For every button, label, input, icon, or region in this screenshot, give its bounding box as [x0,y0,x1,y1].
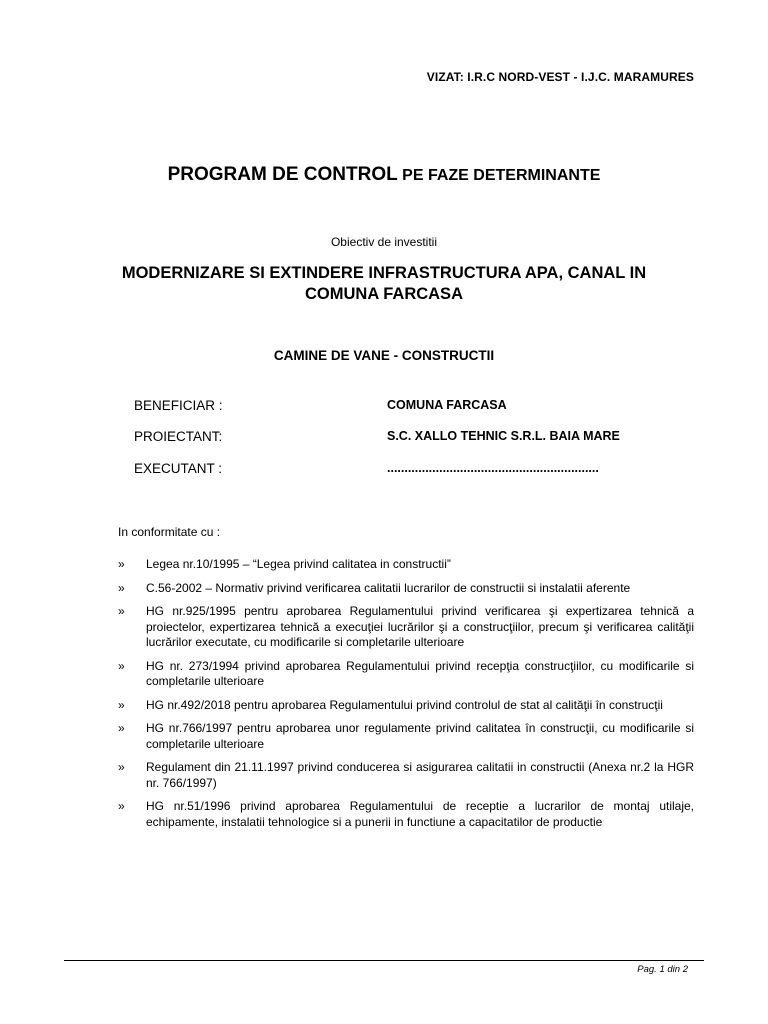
references-list [118,557,694,838]
section-title: CAMINE DE VANE - CONSTRUCTII [273,348,495,363]
party-label: EXECUTANT : [134,461,223,476]
reference-text: HG nr. 273/1994 privind aprobarea Regulamentului privind recepţia construcţiilor, cu modificarile si completarile ulterioare [146,658,694,688]
vizat-header: VIZAT: I.R.C NORD-VEST - I.J.C. MARAMURES [426,70,694,84]
list-item [118,698,694,714]
objectiv-title [84,263,684,305]
list-item [118,659,694,690]
list-item [118,799,694,830]
objectiv-title-line1: MODERNIZARE SI EXTINDERE INFRASTRUCTURA APA, CANAL IN [121,264,647,282]
page-number: Pag. 1 din 2 [637,964,688,975]
party-label: BENEFICIAR : [134,398,223,413]
bullet: » [118,760,125,774]
list-item [118,581,694,597]
reference-text: Regulament din 21.11.1997 privind conducerea si asigurarea calitatii in constructii (Anexa nr.2 la HGR nr. 766/1997) [146,760,694,790]
bullet: » [118,580,125,595]
reference-text: Legea nr.10/1995 – “Legea privind calitatea in constructii” [146,557,451,571]
bullet: » [118,721,125,735]
reference-text: HG nr.766/1997 pentru aprobarea unor regulamente privind calitatea în construcţii, cu modificarile si completarile ulterioare [146,721,694,751]
list-item [118,604,694,651]
bullet: » [118,604,125,618]
reference-text: HG nr.51/1996 privind aprobarea Regulamentului de receptie a lucrarilor de montaj utilaje, echipamente, instalatii tehnologice si a punerii in functiune a capacitatilor de productie [146,799,694,829]
bullet: » [118,658,125,673]
conformitate-label: In conformitate cu : [118,525,221,539]
reference-text: C.56-2002 – Normativ privind verificarea calitatii lucrarilor de constructii si instalatii aferente [146,580,631,595]
reference-text: HG nr.492/2018 pentru aprobarea Regulamentului privind controlul de stat al calităţii în construcţii [146,697,663,712]
title-sub: PE FAZE DETERMINANTE [397,167,601,184]
reference-text: HG nr.925/1995 pentru aprobarea Regulamentului privind verificarea şi expertizarea tehnică a proiectelor, expertizarea tehnică a execuţiei lucrărilor şi a construcţiilor, precum şi verificarea calităţii lucrărilor executate, cu modificarile si completarile ulterioare [146,604,694,649]
party-value: ............................................................. [387,461,599,475]
bullet: » [118,697,125,712]
bullet: » [118,799,125,813]
list-item [118,557,694,573]
objectiv-label: Obiectiv de investitii [330,235,438,249]
page-title [0,164,768,186]
list-item [118,760,694,791]
party-value: S.C. XALLO TEHNIC S.R.L. BAIA MARE [387,429,620,443]
objectiv-title-line2: COMUNA FARCASA [305,285,463,303]
bullet: » [118,557,125,571]
party-value: COMUNA FARCASA [387,398,507,412]
footer-divider [64,960,704,961]
list-item [118,721,694,752]
title-main: PROGRAM DE CONTROL [167,164,398,185]
party-label: PROIECTANT: [134,429,223,444]
